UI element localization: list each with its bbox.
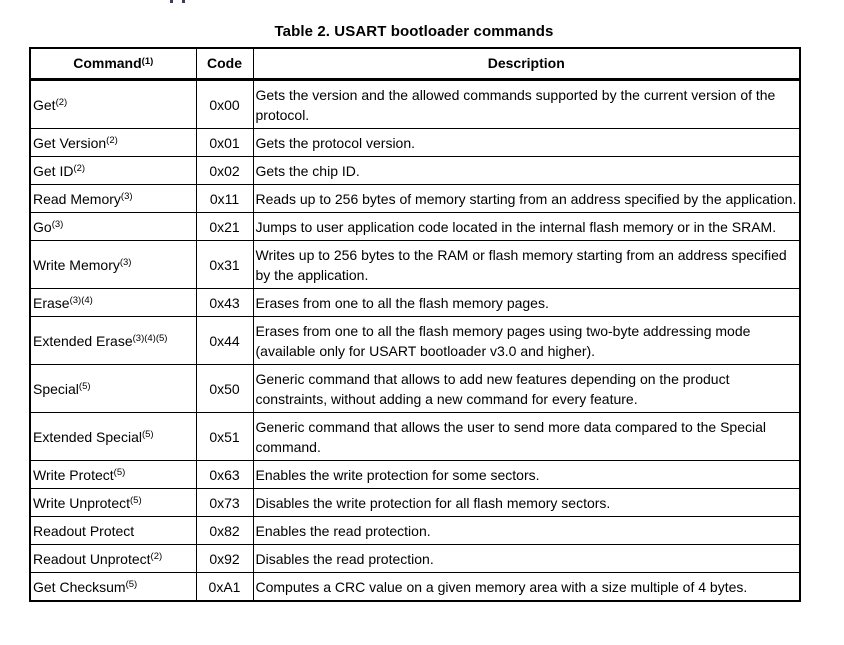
command-name: Go <box>33 218 52 235</box>
table-row <box>30 213 800 241</box>
command-code: 0x63 <box>196 461 253 489</box>
table-row <box>30 129 800 157</box>
table-header-row <box>30 48 800 80</box>
column-header-command-label: Command <box>73 55 142 71</box>
command-description: Gets the chip ID. <box>253 157 800 185</box>
footnote-ref: (2) <box>106 135 118 146</box>
command-code: 0x21 <box>196 213 253 241</box>
command-name: Get ID <box>33 162 74 179</box>
command-cell <box>30 289 196 317</box>
table-body <box>30 80 800 602</box>
command-description: Disables the read protection. <box>253 545 800 573</box>
command-name: Special <box>33 380 79 397</box>
command-name: Erase <box>33 294 70 311</box>
column-header-code: Code <box>196 48 253 80</box>
command-cell <box>30 80 196 129</box>
command-description: Erases from one to all the flash memory pages. <box>253 289 800 317</box>
command-description: Generic command that allows the user to send more data compared to the Special command. <box>253 413 800 461</box>
document-page <box>29 22 799 602</box>
command-description: Gets the protocol version. <box>253 129 800 157</box>
table-row <box>30 573 800 602</box>
command-name: Get Checksum <box>33 578 126 595</box>
footnote-ref: (3) <box>119 257 132 268</box>
command-code: 0x51 <box>196 413 253 461</box>
command-description: Gets the version and the allowed commands supported by the current version of the protocol. <box>253 80 800 129</box>
command-name: Readout Protect <box>33 522 135 539</box>
column-header-description: Description <box>253 48 800 80</box>
footnote-ref: (3)(4)(5) <box>132 333 168 344</box>
footnote-ref: (5) <box>130 495 142 506</box>
command-name: Write Memory <box>33 256 120 273</box>
command-description: Disables the write protection for all flash memory sectors. <box>253 489 800 517</box>
table-row <box>30 289 800 317</box>
footnote-ref: (5) <box>113 467 126 478</box>
footnote-ref: (5) <box>125 579 138 590</box>
table-row <box>30 517 800 545</box>
command-name: Extended Special <box>33 428 142 445</box>
footnote-ref: (2) <box>150 551 163 562</box>
command-description: Jumps to user application code located in the internal flash memory or in the SRAM. <box>253 213 800 241</box>
command-description: Enables the read protection. <box>253 517 800 545</box>
clipped-text-artifact <box>170 0 190 4</box>
footnote-ref: (3)(4) <box>69 295 93 306</box>
column-header-command <box>30 48 196 80</box>
command-code: 0x02 <box>196 157 253 185</box>
command-cell <box>30 365 196 413</box>
command-code: 0x01 <box>196 129 253 157</box>
command-description: Erases from one to all the flash memory pages using two-byte addressing mode (available only for USART bootloader v3.0 and higher). <box>253 317 800 365</box>
command-code: 0x73 <box>196 489 253 517</box>
footnote-ref: (3) <box>51 219 64 230</box>
command-name: Read Memory <box>33 190 121 207</box>
command-name: Get <box>33 96 56 113</box>
command-cell <box>30 213 196 241</box>
command-name: Write Unprotect <box>33 494 130 511</box>
command-cell <box>30 517 196 545</box>
table-row <box>30 461 800 489</box>
table-row <box>30 545 800 573</box>
table-row <box>30 157 800 185</box>
command-code: 0xA1 <box>196 573 253 602</box>
command-cell <box>30 461 196 489</box>
command-name: Readout Unprotect <box>33 550 151 567</box>
command-description: Enables the write protection for some sectors. <box>253 461 800 489</box>
command-description: Reads up to 256 bytes of memory starting from an address specified by the application. <box>253 185 800 213</box>
command-description: Writes up to 256 bytes to the RAM or flash memory starting from an address specified by the application. <box>253 241 800 289</box>
command-code: 0x31 <box>196 241 253 289</box>
command-description: Computes a CRC value on a given memory area with a size multiple of 4 bytes. <box>253 573 800 602</box>
footnote-ref: (5) <box>78 381 91 392</box>
command-cell <box>30 489 196 517</box>
table-row <box>30 185 800 213</box>
command-cell <box>30 545 196 573</box>
command-code: 0x82 <box>196 517 253 545</box>
command-cell <box>30 185 196 213</box>
footnote-ref: (3) <box>120 191 133 202</box>
table-row <box>30 365 800 413</box>
footnote-ref: (1) <box>141 56 154 67</box>
command-name: Write Protect <box>33 466 114 483</box>
command-code: 0x00 <box>196 80 253 129</box>
command-code: 0x44 <box>196 317 253 365</box>
command-code: 0x92 <box>196 545 253 573</box>
command-code: 0x50 <box>196 365 253 413</box>
footnote-ref: (2) <box>55 97 68 108</box>
command-description: Generic command that allows to add new features depending on the product constraints, without adding a new command for every feature. <box>253 365 800 413</box>
command-cell <box>30 157 196 185</box>
command-name: Extended Erase <box>33 332 133 349</box>
table-row <box>30 413 800 461</box>
command-cell <box>30 317 196 365</box>
command-cell <box>30 573 196 602</box>
usart-bootloader-commands-table <box>29 47 801 602</box>
footnote-ref: (2) <box>73 163 86 174</box>
table-row <box>30 489 800 517</box>
table-row <box>30 80 800 129</box>
table-row <box>30 317 800 365</box>
footnote-ref: (5) <box>141 429 154 440</box>
command-code: 0x11 <box>196 185 253 213</box>
command-name: Get Version <box>33 134 107 151</box>
command-cell <box>30 129 196 157</box>
command-cell <box>30 241 196 289</box>
table-caption: Table 2. USART bootloader commands <box>274 23 554 40</box>
command-cell <box>30 413 196 461</box>
command-code: 0x43 <box>196 289 253 317</box>
table-row <box>30 241 800 289</box>
